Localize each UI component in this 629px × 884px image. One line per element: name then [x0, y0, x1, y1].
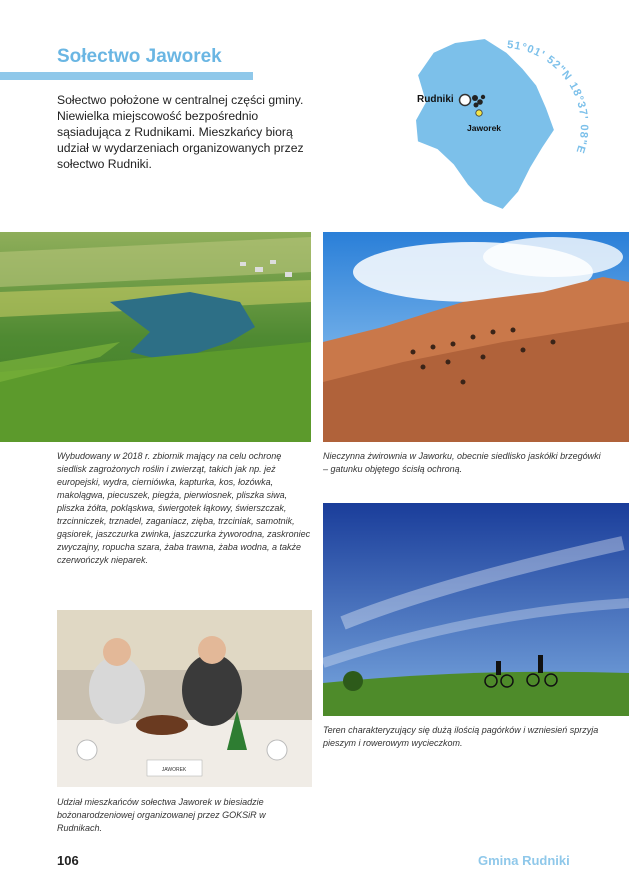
photo-reservoir [0, 232, 311, 442]
map-coordinates: 51°01' 52"N 18°37' 08"E [506, 38, 590, 156]
title-accent-bar [0, 72, 253, 80]
map-label-jaworek: Jaworek [467, 123, 502, 133]
map-label-rudniki: Rudniki [417, 94, 454, 105]
intro-paragraph: Sołectwo położone w centralnej części gminy. Niewielka miejscowość bezpośrednio sąsiadująca z Rudnikami. Mieszkańcy biorą udział w wydarzeniach organizowanych przez sołectwo Rudniki. [57, 93, 304, 171]
page-number: 106 [57, 853, 79, 868]
photo-gathering [57, 610, 312, 787]
caption-gathering: Udział mieszkańców sołectwa Jaworek w biesiadzie bożonarodzeniowej organizowanej przez GOKSiR w Rudnikach. [57, 797, 266, 833]
page-title: Sołectwo Jaworek [57, 46, 222, 67]
caption-gravel-pit: Nieczynna żwirownia w Jaworku, obecnie siedlisko jaskółki brzegówki – gatunku objętego ścisłą ochroną. [323, 451, 601, 474]
gathering-table-sign: JAWOREK [161, 767, 187, 773]
photo-gravel-pit [323, 232, 629, 442]
rudniki-marker [460, 95, 471, 106]
location-map [395, 30, 595, 215]
jaworek-marker [476, 110, 482, 116]
caption-reservoir: Wybudowany w 2018 r. zbiornik mający na celu ochronę siedlisk zagrożonych roślin i zwierząt, takich jak np. jeż europejski, wydra, cierniówka, kapturka, kos, łozówka, makolągwa, piecuszek, piegża, pierwiosnek, pliszka siwa, pliszka żółta, pokląskwa, świergotek łąkowy, świerszczak, trzcinniczek, trznadel, zaganiacz, zięba, trzciniak, samotnik, gąsiorek, jaszczurka zwinka, jaszczurka żyworodna, zaskroniec zwyczajny, ropucha szara, żaba trawna, żaba wodna, a także czerwończyk nieparek. [57, 451, 311, 565]
footer-brand: Gmina Rudniki [478, 853, 570, 868]
photo-cyclists [323, 503, 629, 716]
caption-cyclists: Teren charakteryzujący się dużą ilością pagórków i wzniesień sprzyja pieszym i rowerowym wycieczkom. [323, 725, 599, 748]
